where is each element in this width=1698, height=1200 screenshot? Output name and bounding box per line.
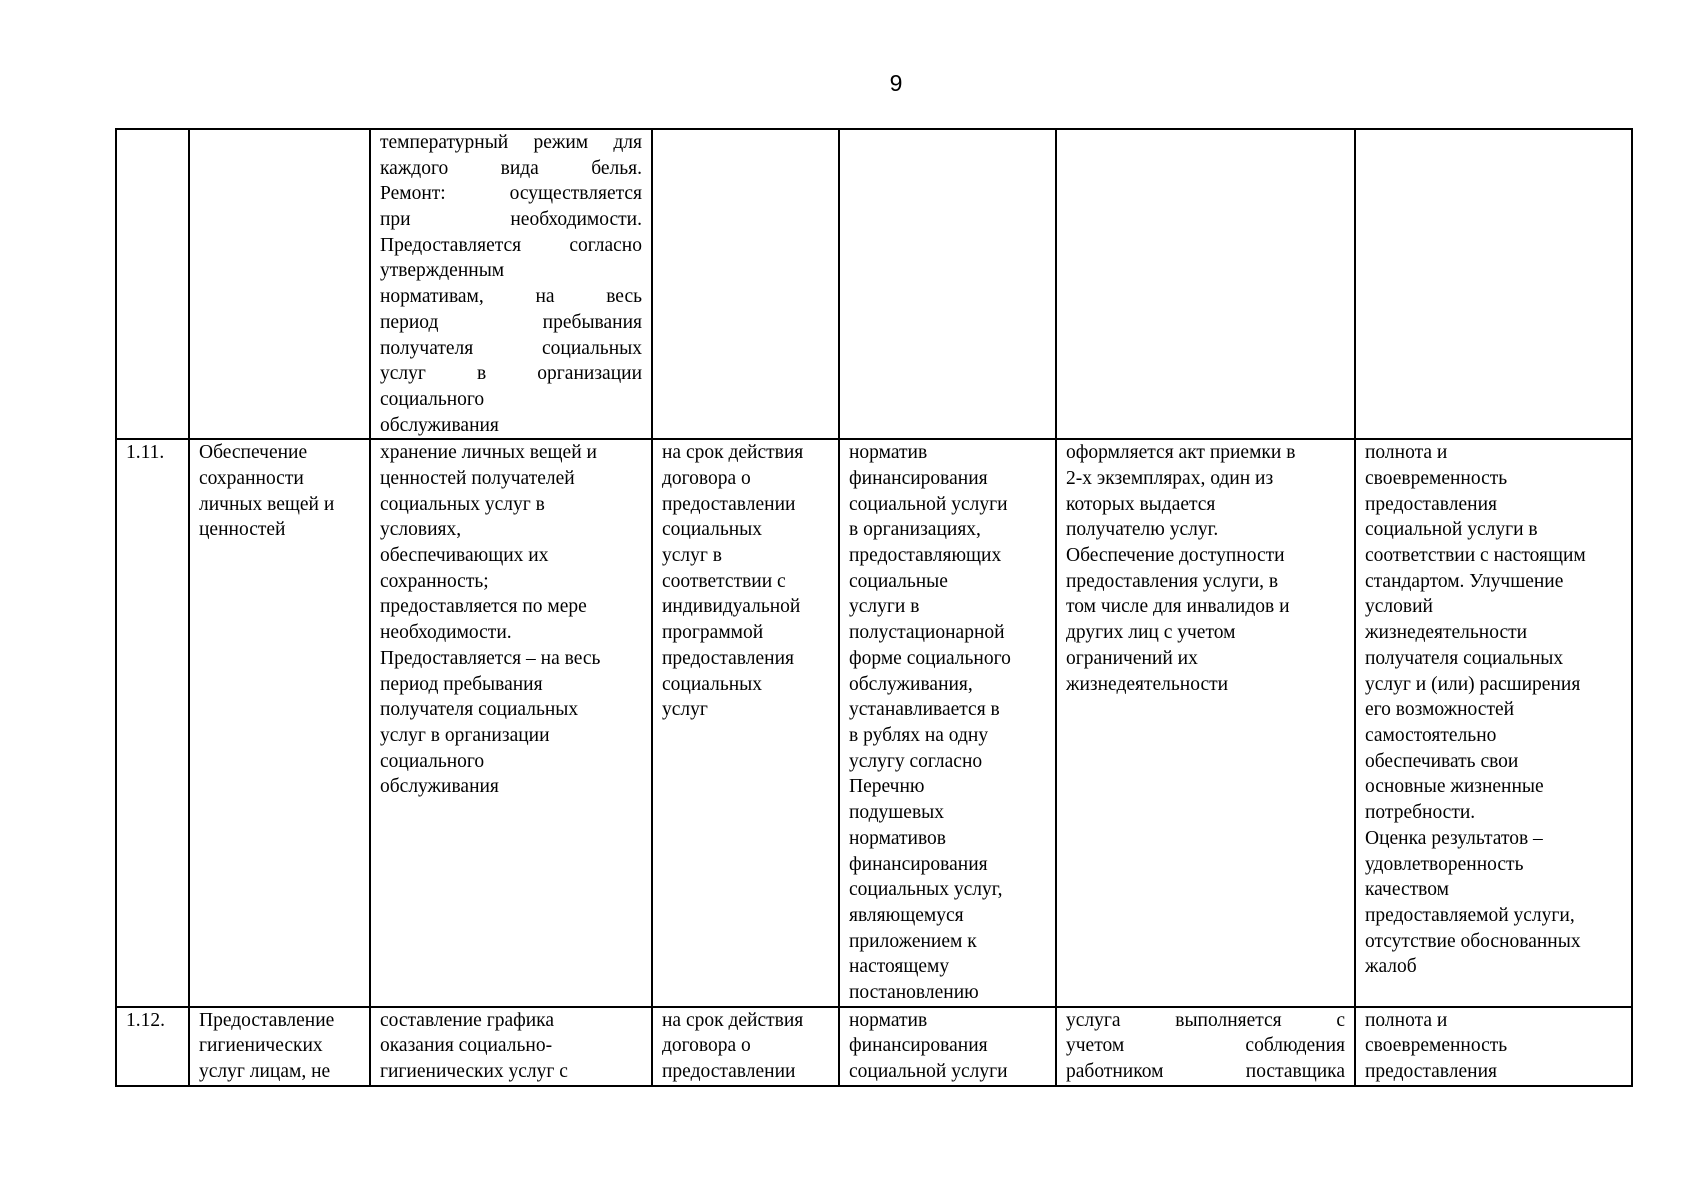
text-line: услуга выполняется с	[1066, 1009, 1345, 1031]
service-conditions	[1066, 1008, 1345, 1085]
text-line: финансирования	[849, 853, 988, 875]
text-line: на срок действия	[662, 442, 804, 464]
cell-service-quality	[1355, 439, 1632, 1006]
text-line: сохранность;	[380, 570, 489, 592]
text-line: социальных услуг,	[849, 879, 1003, 901]
text-line: социальной услуги	[849, 1061, 1008, 1083]
text-line: обеспечивать свои	[1365, 750, 1519, 772]
text-line: том числе для инвалидов и	[1066, 596, 1290, 618]
text-line: жалоб	[1365, 956, 1417, 978]
text-line: финансирования	[849, 1035, 988, 1057]
text-line: полнота и	[1365, 1009, 1448, 1031]
service-term	[662, 440, 829, 723]
table-row	[116, 1007, 1632, 1086]
cell-service-norm	[839, 1007, 1056, 1086]
text-line: основные жизненные	[1365, 776, 1544, 798]
cell-service-conditions	[1056, 439, 1355, 1006]
service-quality	[1365, 440, 1622, 980]
text-line: услуг в организации	[380, 724, 550, 746]
text-line: его возможностей	[1365, 699, 1515, 721]
service-term	[662, 1008, 829, 1085]
cell-number	[116, 1007, 189, 1086]
text-line: жизнедеятельности	[1365, 622, 1528, 644]
table-row	[116, 129, 1632, 439]
text-line: каждого вида белья.	[380, 157, 642, 179]
text-line: при необходимости.	[380, 209, 642, 231]
text-line: услугу согласно	[849, 750, 983, 772]
text-line: ценностей получателей	[380, 467, 575, 489]
text-line: нормативам, на весь	[380, 286, 642, 308]
services-table	[115, 128, 1633, 1087]
cell-number	[116, 439, 189, 1006]
text-line: ценностей	[199, 519, 286, 541]
text-line: обслуживания,	[849, 673, 973, 695]
cell-service-term	[652, 1007, 839, 1086]
service-content	[380, 440, 642, 800]
text-line: Обеспечение доступности	[1066, 545, 1285, 567]
text-line: договора о	[662, 1035, 751, 1057]
text-line: услуг лицам, не	[199, 1061, 331, 1083]
cell-service-term	[652, 129, 839, 439]
text-line: получателя социальных	[1365, 647, 1564, 669]
text-line: хранение личных вещей и	[380, 442, 597, 464]
text-line: предоставления	[1365, 493, 1497, 515]
text-line: обслуживания	[380, 776, 499, 798]
service-name	[199, 440, 360, 543]
text-line: постановлению	[849, 982, 979, 1004]
text-line: нормативов	[849, 827, 946, 849]
text-line: Предоставление	[199, 1009, 335, 1031]
text-line: гигиенических	[199, 1035, 323, 1057]
text-line: полнота и	[1365, 442, 1448, 464]
cell-service-quality	[1355, 129, 1632, 439]
text-line: предоставлении	[662, 1061, 796, 1083]
text-line: являющемуся	[849, 904, 964, 926]
text-line: предоставляемой услуги,	[1365, 904, 1575, 926]
text-line: период пребывания	[380, 311, 642, 333]
text-line: оформляется акт приемки в	[1066, 442, 1296, 464]
cell-service-content	[370, 1007, 652, 1086]
text-line: качеством	[1365, 879, 1449, 901]
text-line: в рублях на одну	[849, 724, 989, 746]
service-norm	[849, 440, 1046, 1005]
text-line: подушевых	[849, 802, 945, 824]
text-line: необходимости.	[380, 622, 512, 644]
text-line: договора о	[662, 467, 751, 489]
text-line: норматив	[849, 1009, 928, 1031]
text-line: составление графика	[380, 1009, 555, 1031]
text-line: предоставления услуги, в	[1066, 570, 1279, 592]
text-line: Предоставляется согласно	[380, 234, 642, 256]
text-line: настоящему	[849, 956, 950, 978]
cell-service-content	[370, 129, 652, 439]
service-content	[380, 130, 642, 438]
cell-service-content	[370, 439, 652, 1006]
cell-service-norm	[839, 129, 1056, 439]
cell-service-term	[652, 439, 839, 1006]
text-line: на срок действия	[662, 1009, 804, 1031]
cell-number	[116, 129, 189, 439]
text-line: ограничений их	[1066, 647, 1198, 669]
cell-service-conditions	[1056, 1007, 1355, 1086]
text-line: период пребывания	[380, 673, 543, 695]
table-row	[116, 439, 1632, 1006]
text-line: услуг и (или) расширения	[1365, 673, 1581, 695]
text-line: социальной услуги в	[1365, 519, 1538, 541]
text-line: получателя социальных	[380, 699, 579, 721]
text-line: температурный режим для	[380, 132, 642, 153]
text-line: Перечню	[849, 776, 925, 798]
text-line: которых выдается	[1066, 493, 1216, 515]
text-line: 2-х экземплярах, один из	[1066, 467, 1274, 489]
text-line: обеспечивающих их	[380, 545, 549, 567]
text-line: Предоставляется – на весь	[380, 647, 601, 669]
text-line: удовлетворенность	[1365, 853, 1524, 875]
service-content	[380, 1008, 642, 1085]
text-line: социальных	[662, 673, 763, 695]
text-line: своевременность	[1365, 467, 1508, 489]
text-line: жизнедеятельности	[1066, 673, 1229, 695]
cell-service-name	[189, 439, 370, 1006]
text-line: предоставлении	[662, 493, 796, 515]
text-line: предоставляющих	[849, 545, 1002, 567]
text-line: потребности.	[1365, 802, 1476, 824]
text-line: программой	[662, 622, 764, 644]
cell-service-norm	[839, 439, 1056, 1006]
text-line: социальные	[849, 570, 948, 592]
text-line: соответствии с настоящим	[1365, 545, 1586, 567]
text-line: в организациях,	[849, 519, 981, 541]
cell-service-name	[189, 129, 370, 439]
text-line: соответствии с	[662, 570, 786, 592]
text-line: форме социального	[849, 647, 1011, 669]
cell-service-quality	[1355, 1007, 1632, 1086]
text-line: предоставления	[662, 647, 794, 669]
service-conditions	[1066, 440, 1345, 697]
text-line: предоставления	[1365, 1061, 1497, 1083]
text-line: предоставляется по мере	[380, 596, 587, 618]
text-line: услуг в	[662, 545, 722, 567]
text-line: работником поставщика	[1066, 1061, 1345, 1083]
row-number: 1.11.	[126, 442, 165, 464]
text-line: устанавливается в	[849, 699, 1000, 721]
text-line: условий	[1365, 596, 1433, 618]
service-quality	[1365, 1008, 1622, 1085]
text-line: финансирования	[849, 467, 988, 489]
text-line: своевременность	[1365, 1035, 1508, 1057]
text-line: других лиц с учетом	[1066, 622, 1236, 644]
text-line: обслуживания	[380, 414, 499, 436]
text-line: услуги в	[849, 596, 920, 618]
service-norm	[849, 1008, 1046, 1085]
text-line: оказания социально-	[380, 1035, 553, 1057]
text-line: Ремонт: осуществляется	[380, 183, 642, 205]
text-line: социальных	[662, 519, 763, 541]
text-line: норматив	[849, 442, 928, 464]
text-line: получателю услуг.	[1066, 519, 1219, 541]
text-line: индивидуальной	[662, 596, 801, 618]
text-line: получателя социальных	[380, 337, 642, 359]
row-number: 1.12.	[126, 1009, 165, 1031]
page-number: 9	[889, 70, 903, 96]
text-line: услуг в организации	[380, 363, 642, 385]
cell-service-name	[189, 1007, 370, 1086]
text-line: приложением к	[849, 930, 977, 952]
cell-service-conditions	[1056, 129, 1355, 439]
text-line: социального	[380, 388, 485, 410]
text-line: самостоятельно	[1365, 724, 1497, 746]
text-line: социальной услуги	[849, 493, 1008, 515]
text-line: полустационарной	[849, 622, 1005, 644]
text-line: отсутствие обоснованных	[1365, 930, 1581, 952]
text-line: Оценка результатов –	[1365, 827, 1543, 849]
text-line: гигиенических услуг с	[380, 1061, 568, 1083]
text-line: сохранности	[199, 467, 304, 489]
text-line: социального	[380, 750, 485, 772]
text-line: социальных услуг в	[380, 493, 545, 515]
text-line: Обеспечение	[199, 442, 308, 464]
text-line: услуг	[662, 699, 708, 721]
service-name	[199, 1008, 360, 1085]
text-line: условиях,	[380, 519, 462, 541]
text-line: стандартом. Улучшение	[1365, 570, 1564, 592]
text-line: личных вещей и	[199, 493, 335, 515]
text-line: учетом соблюдения	[1066, 1035, 1345, 1057]
text-line: утвержденным	[380, 260, 505, 282]
